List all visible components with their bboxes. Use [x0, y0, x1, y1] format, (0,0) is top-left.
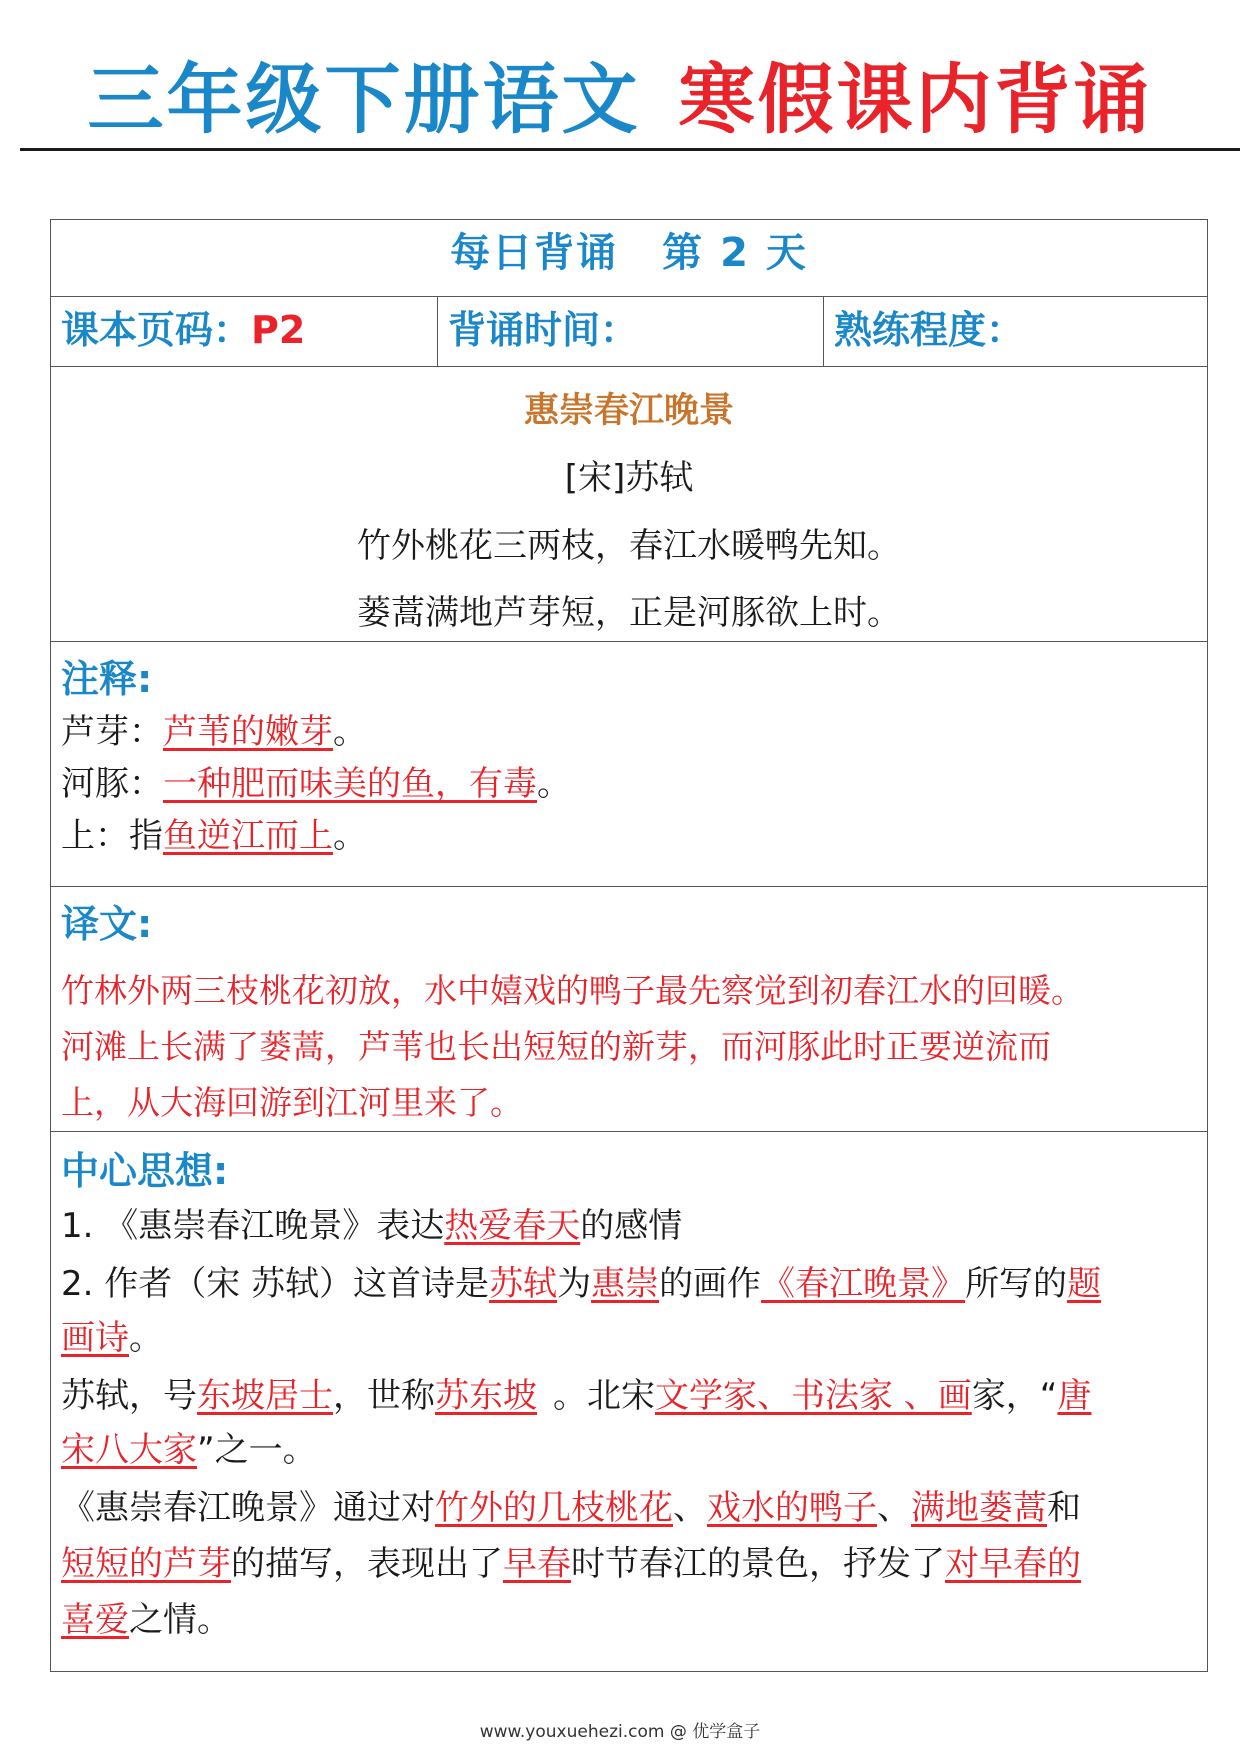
day-label: 每日背诵	[450, 230, 619, 276]
page-value: P2	[251, 308, 306, 352]
day-number: 第 2 天	[662, 230, 808, 276]
text: ”之一。	[197, 1430, 317, 1470]
title-grade: 三年级下册语文	[87, 55, 641, 144]
page-label: 课本页码：	[61, 308, 252, 352]
text: 。	[129, 1318, 163, 1358]
highlight: 苏东坡	[435, 1376, 537, 1416]
text: 、	[673, 1488, 707, 1528]
highlight: 对早春的	[945, 1544, 1081, 1584]
translation-heading: 译文:	[61, 902, 153, 946]
level-label: 熟练程度：	[834, 308, 1025, 352]
text: 。北宋	[553, 1376, 655, 1416]
note-item	[61, 708, 367, 756]
note-item	[61, 812, 367, 860]
time-label: 背诵时间：	[448, 308, 639, 352]
highlight: 文学家、书法家 、画	[655, 1376, 972, 1416]
highlight: 满地蒌蒿	[911, 1488, 1047, 1528]
highlight: 唐	[1057, 1376, 1092, 1416]
note-term: 河豚：	[61, 764, 163, 804]
text: 为	[557, 1264, 592, 1304]
recitation-card	[50, 219, 1208, 1672]
text: 所写的	[965, 1264, 1068, 1304]
highlight: 喜爱	[61, 1600, 129, 1640]
text: ，世称	[333, 1376, 435, 1416]
note-meaning: 鱼逆江而上	[163, 816, 333, 856]
text: 、	[877, 1488, 911, 1528]
translation-section	[51, 887, 1207, 1132]
notes-section	[51, 642, 1207, 887]
text: 《惠崇春江晚景》通过对	[61, 1488, 435, 1528]
poem-title: 惠崇春江晚景	[523, 391, 734, 431]
idea-paragraph-1	[61, 1202, 682, 1250]
meta-row	[51, 297, 1207, 367]
translation-line: 竹林外两三枝桃花初放，水中嬉戏的鸭子最先察觉到初春江水的回暖。	[61, 971, 1084, 1010]
text: 的画作	[659, 1264, 762, 1304]
text: 的描写，表现出了	[231, 1544, 503, 1584]
poem-section	[51, 367, 1207, 642]
idea-paragraph-4-end	[61, 1596, 231, 1644]
text: 时节春江的景色，抒发了	[571, 1544, 945, 1584]
idea-paragraph-2-cont	[61, 1314, 163, 1362]
idea-paragraph-4	[61, 1484, 1081, 1532]
idea-paragraph-3-cont	[61, 1426, 317, 1474]
text: 的感情	[580, 1206, 683, 1246]
time-cell	[437, 297, 823, 366]
poem-line: 蒌蒿满地芦芽短，正是河豚欲上时。	[357, 593, 901, 633]
title-divider	[20, 148, 1240, 151]
note-end: 。	[333, 712, 367, 752]
poem-line: 竹外桃花三两枝，春江水暖鸭先知。	[357, 526, 901, 566]
poem-author: [宋]苏轼	[564, 458, 694, 498]
highlight: 早春	[503, 1544, 571, 1584]
highlight: 短短的芦芽	[61, 1544, 231, 1584]
page-title	[0, 52, 1240, 148]
highlight: 宋八大家	[61, 1430, 197, 1470]
idea-paragraph-2	[61, 1260, 1101, 1308]
note-meaning: 芦苇的嫩芽	[163, 712, 333, 752]
text: 2. 作者（宋 苏轼）这首诗是	[61, 1264, 490, 1304]
translation-line: 上，从大海回游到江河里来了。	[61, 1083, 523, 1122]
central-idea-heading: 中心思想:	[61, 1149, 229, 1193]
central-idea-section	[51, 1132, 1207, 1671]
text: 苏轼，号	[61, 1376, 197, 1416]
note-meaning: 一种肥而味美的鱼，有毒	[163, 764, 537, 804]
highlight: 苏轼	[489, 1264, 558, 1304]
highlight: 戏水的鸭子	[707, 1488, 877, 1528]
highlight: 题	[1067, 1264, 1102, 1304]
note-end: 。	[333, 816, 367, 856]
notes-heading: 注释:	[61, 657, 153, 701]
day-header	[51, 220, 1207, 297]
note-term: 上：指	[61, 816, 163, 856]
note-item	[61, 760, 571, 808]
highlight: 惠崇	[591, 1264, 660, 1304]
note-end: 。	[537, 764, 571, 804]
idea-paragraph-4-cont	[61, 1540, 1081, 1588]
highlight: 竹外的几枝桃花	[435, 1488, 673, 1528]
highlight: 画诗	[61, 1318, 129, 1358]
idea-paragraph-3	[61, 1372, 1091, 1420]
level-cell	[823, 297, 1209, 366]
translation-line: 河滩上长满了蒌蒿，芦苇也长出短短的新芽，而河豚此时正要逆流而	[61, 1027, 1051, 1066]
text: 和	[1047, 1488, 1081, 1528]
footer-watermark: www.youxuehezi.com @ 优学盒子	[479, 1722, 761, 1742]
highlight: 热爱春天	[444, 1206, 581, 1246]
text: 家，“	[971, 1376, 1058, 1416]
highlight: 《春江晚景》	[761, 1264, 966, 1304]
day-title	[51, 220, 1207, 286]
text: 1. 《惠崇春江晚景》表达	[61, 1206, 445, 1246]
note-term: 芦芽：	[61, 712, 163, 752]
title-topic: 寒假课内背诵	[678, 55, 1153, 144]
highlight: 东坡居士	[197, 1376, 333, 1416]
page-cell	[51, 297, 437, 366]
text: 之情。	[129, 1600, 231, 1640]
